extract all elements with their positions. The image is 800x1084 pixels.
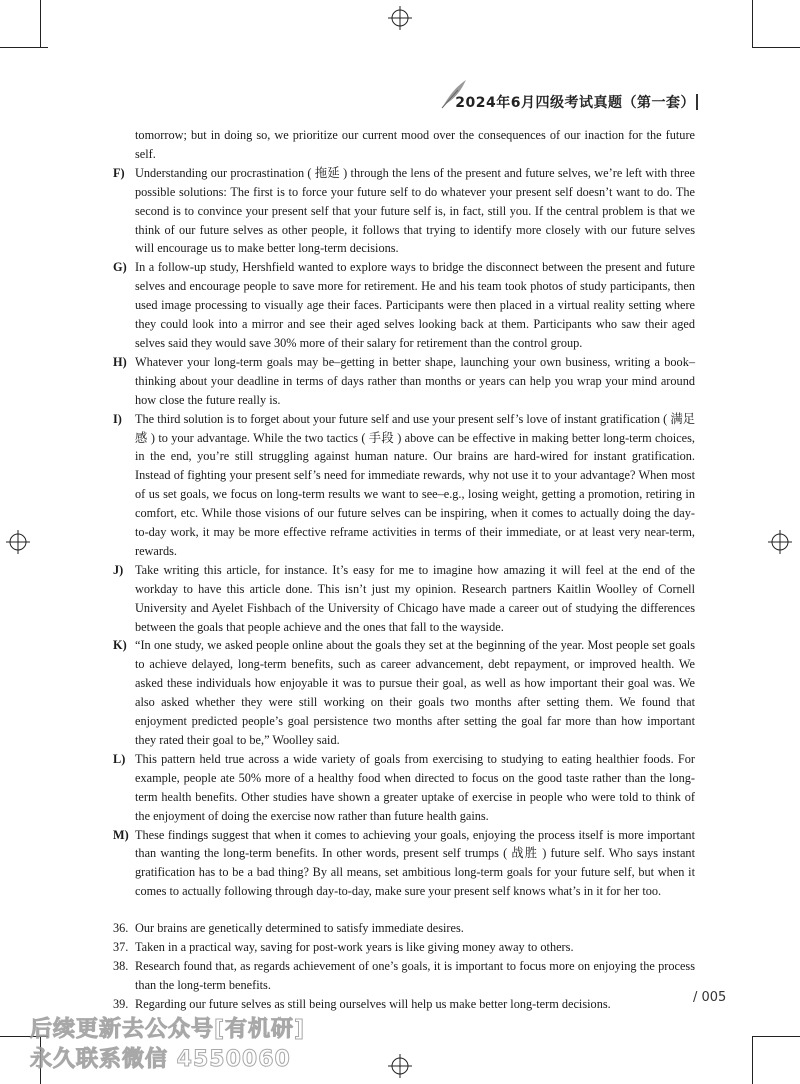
question-list [113, 919, 695, 1014]
crop-mark [752, 1036, 800, 1037]
paragraph-h: H) Whatever your long-term goals may be–getting in better shape, launching your own business, writing a book–thinking about your deadline in terms of days rather than months or years can help you wrap your mind around how close the future really is. [113, 354, 695, 407]
paragraph-k: K) “In one study, we asked people online about the goals they set at the beginning of the year. Most people set goals to achieve delayed, long-term benefits, such as career advancement, debt repayment, or improved health. We asked these individuals how enjoyable it was to pursue their goal, as well as how important their goal was. We also asked whether they were still working on their goals two months after setting them. We found that enjoyment predicted people’s goal persistence two months after setting the goal far more than how important they rated their goal to be,” Woolley said. [113, 638, 695, 747]
watermark-line-2: 永久联系微信 4550060 [30, 1047, 291, 1072]
question-item: 38. Research found that, as regards achievement of one’s goals, it is important to focus more on enjoying the process than the long-term benefits. [113, 958, 695, 992]
registration-mark-icon [388, 1054, 412, 1078]
passage-body [113, 126, 695, 1014]
header-divider [696, 94, 698, 110]
paragraph-j: J) Take writing this article, for instance. It’s easy for me to imagine how amazing it will feel at the end of the workday to have this article done. This isn’t just my opinion. Research partners Kaitlin Woolley of Cornell University and Ayelet Fishbach of the University of Chicago have made a career out of studying the differences between the goals that people achieve and the ones that fall to the wayside. [113, 562, 695, 634]
registration-mark-icon [388, 6, 412, 30]
crop-mark [752, 1036, 753, 1084]
question-item: 39. Regarding our future selves as still being ourselves will help us make better long-term decisions. [113, 996, 611, 1011]
question-item: 37. Taken in a practical way, saving for post-work years is like giving money away to others. [113, 940, 574, 955]
registration-mark-icon [6, 530, 30, 554]
watermark-line-1: 后续更新去公众号[有机研] [30, 1017, 306, 1042]
crop-mark [0, 47, 48, 48]
page-header-title: 2024年6月四级考试真题（第一套） [455, 95, 695, 111]
registration-mark-icon [768, 530, 792, 554]
paragraph-f: F) Understanding our procrastination ( 拖延 ) through the lens of the present and future selves, we’re left with three possible solutions: The first is to force your future self to do whatever your present self doesn’t want to do. The second is to convince your present self that your future self is, in fact, still you. If the central problem is that we think of our future selves as other people, it follows that trying to identify more closely with our future selves will encourage us to make better long-term decisions. [113, 165, 695, 256]
crop-mark [752, 47, 800, 48]
paragraph-g: G) In a follow-up study, Hershfield wanted to explore ways to bridge the disconnect between the present and future selves and encourage people to save more for retirement. He and his team took photos of study participants, then used image processing to visually age their faces. Participants were then placed in a virtual reality setting where they could look into a mirror and see their aged selves looking back at them. Participants who saw their aged selves said they would save 30% more of their salary for retirement than the control group. [113, 260, 695, 350]
crop-mark [752, 0, 753, 48]
paragraph-l: L) This pattern held true across a wide variety of goals from exercising to studying to eating healthier foods. For example, people ate 50% more of a healthy food when directed to focus on the good taste rather than the long-term health benefits. Other studies have shown a greater uptake of exercise in people who were told to think of the enjoyment of doing the exercise now rather than future health gains. [113, 751, 695, 823]
paragraph-m: M) These findings suggest that when it comes to achieving your goals, enjoying the process itself is more important than wanting the long-term benefits. In other words, present self trumps ( 战胜 ) future self. Who says instant gratification has to be a bad thing? By all means, set ambitious long-term goals for your future self, but when it comes to actually following through day-to-day, make sure your present self knows what’s in it for her too. [113, 827, 695, 899]
page-number: / 005 [693, 990, 727, 1005]
crop-mark [40, 0, 41, 48]
paragraph-i: I) The third solution is to forget about your future self and use your present self’s love of instant gratification ( 满足感 ) to your advantage. While the two tactics ( 手段 ) above can be effective in making better long-term choices, in the end, you’re still struggling against human nature. Our brains are hard-wired for instant gratification. Instead of fighting your present self’s need for immediate rewards, why not use it to your advantage? When most of us set goals, we focus on long-term results we want to see–e.g., losing weight, getting a promotion, retiring in comfort, etc. While those visions of our future selves can be inspiring, when it comes to actually doing the day-to-day work, it may be more effective reframe activities in terms of their immediate, or at least very near-term, rewards. [113, 411, 695, 558]
intro-continuation: tomorrow; but in doing so, we prioritize our current mood over the consequences of our inaction for the future self. [135, 128, 695, 161]
question-item: 36. Our brains are genetically determined to satisfy immediate desires. [113, 921, 464, 936]
